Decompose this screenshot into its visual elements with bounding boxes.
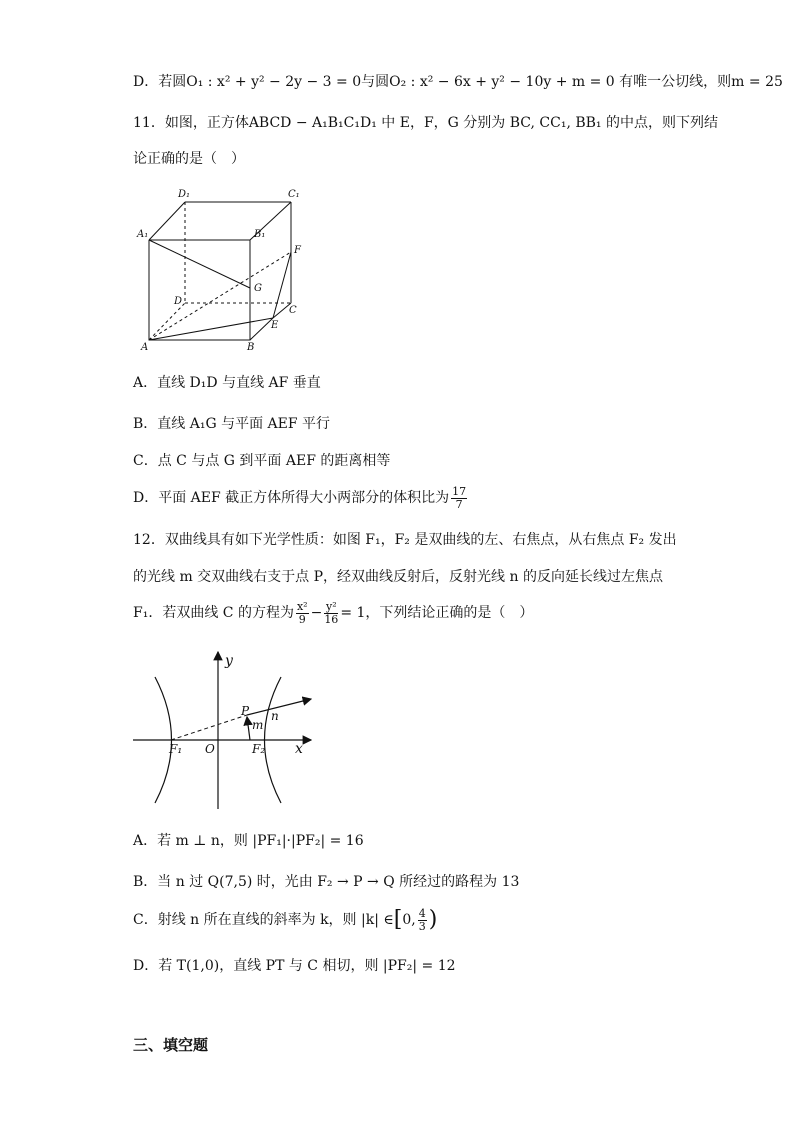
- label-d: D: [174, 296, 183, 307]
- fraction-17-7: [451, 486, 467, 511]
- label-b: B: [247, 342, 255, 353]
- bracket-close: ): [428, 907, 438, 932]
- q11-stem-line-2: 论正确的是（ ）: [133, 151, 245, 167]
- q11-option-a: A．直线 D₁D 与直线 AF 垂直: [133, 375, 321, 391]
- label-origin: O: [205, 742, 215, 756]
- cube-figure: [133, 185, 323, 360]
- q12-stem-line-1: 12．双曲线具有如下光学性质：如图 F₁，F₂ 是双曲线的左、右焦点，从右焦点 F₂ 发出: [133, 532, 677, 548]
- q12-option-a: A．若 m ⊥ n，则 |PF₁|·|PF₂| = 16: [133, 833, 364, 849]
- minus-sign: −: [310, 605, 323, 621]
- section-title: 三、填空题: [133, 1036, 209, 1054]
- q12-option-b: B．当 n 过 Q(7,5) 时，光由 F₂ → P → Q 所经过的路程为 13: [133, 874, 520, 890]
- label-a1: A₁: [137, 229, 149, 240]
- fraction-4-3: [418, 908, 427, 933]
- fraction-numerator: 4: [418, 906, 426, 920]
- q12-stem-line-2: 的光线 m 交双曲线右支于点 P，经双曲线反射后，反射光线 n 的反向延长线过左焦点: [133, 569, 663, 585]
- label-f: F: [294, 245, 301, 256]
- label-p: P: [241, 704, 250, 718]
- label-a: A: [141, 342, 149, 353]
- q12-stem-3-text: F₁．若双曲线 C 的方程为: [133, 605, 294, 621]
- q12-option-c: [133, 904, 437, 936]
- label-c: C: [289, 305, 297, 316]
- q12-stem-line-3: [133, 597, 533, 629]
- hyperbola-figure: [133, 647, 318, 812]
- label-c1: C₁: [288, 189, 300, 200]
- q11-option-d-text: D．平面 AEF 截正方体所得大小两部分的体积比为: [133, 490, 450, 506]
- fraction-y2-16: [324, 601, 338, 626]
- fraction-numerator: x²: [296, 599, 308, 613]
- ray-n: [247, 699, 311, 715]
- cube-edge-a1d1: [149, 202, 185, 240]
- label-g: G: [254, 283, 262, 294]
- segment-af-hidden: [149, 252, 291, 340]
- fraction-x2-9: [296, 601, 309, 626]
- q12-option-c-text: C．射线 n 所在直线的斜率为 k，则 |k| ∈: [133, 912, 394, 928]
- fraction-denominator: 16: [324, 612, 339, 626]
- label-m: m: [252, 718, 264, 732]
- q12-stem-3-tail: = 1，下列结论正确的是（ ）: [340, 605, 534, 621]
- bracket-open: [: [393, 907, 403, 932]
- q12-option-d: D．若 T(1,0)，直线 PT 与 C 相切，则 |PF₂| = 12: [133, 958, 456, 974]
- fraction-numerator: 17: [452, 484, 467, 498]
- label-x-axis: x: [295, 741, 303, 757]
- label-d1: D₁: [178, 189, 191, 200]
- label-e: E: [271, 320, 279, 331]
- ray-n-extension: [171, 715, 247, 740]
- q10-option-d: D．若圆O₁ : x² + y² − 2y − 3 = 0与圆O₂ : x² − 6x + y² − 10y + m = 0 有唯一公切线，则m = 25: [133, 74, 783, 90]
- interval-lower: 0,: [402, 912, 416, 928]
- label-n: n: [271, 709, 279, 723]
- fraction-denominator: 3: [418, 919, 426, 933]
- q11-option-b: B．直线 A₁G 与平面 AEF 平行: [133, 416, 331, 432]
- segment-a1g: [149, 240, 250, 288]
- fraction-numerator: y²: [326, 599, 337, 613]
- fraction-denominator: 9: [298, 612, 306, 626]
- label-f2: F₂: [252, 742, 266, 756]
- label-y-axis: y: [225, 653, 233, 669]
- q11-option-c: C．点 C 与点 G 到平面 AEF 的距离相等: [133, 453, 391, 469]
- q11-option-d: [133, 483, 469, 513]
- label-b1: B₁: [254, 229, 266, 240]
- ray-m: [247, 717, 250, 740]
- label-f1: F₁: [169, 742, 183, 756]
- q11-stem-line-1: 11．如图，正方体ABCD − A₁B₁C₁D₁ 中 E，F，G 分别为 BC, CC₁, BB₁ 的中点，则下列结: [133, 115, 718, 131]
- fraction-denominator: 7: [455, 497, 463, 511]
